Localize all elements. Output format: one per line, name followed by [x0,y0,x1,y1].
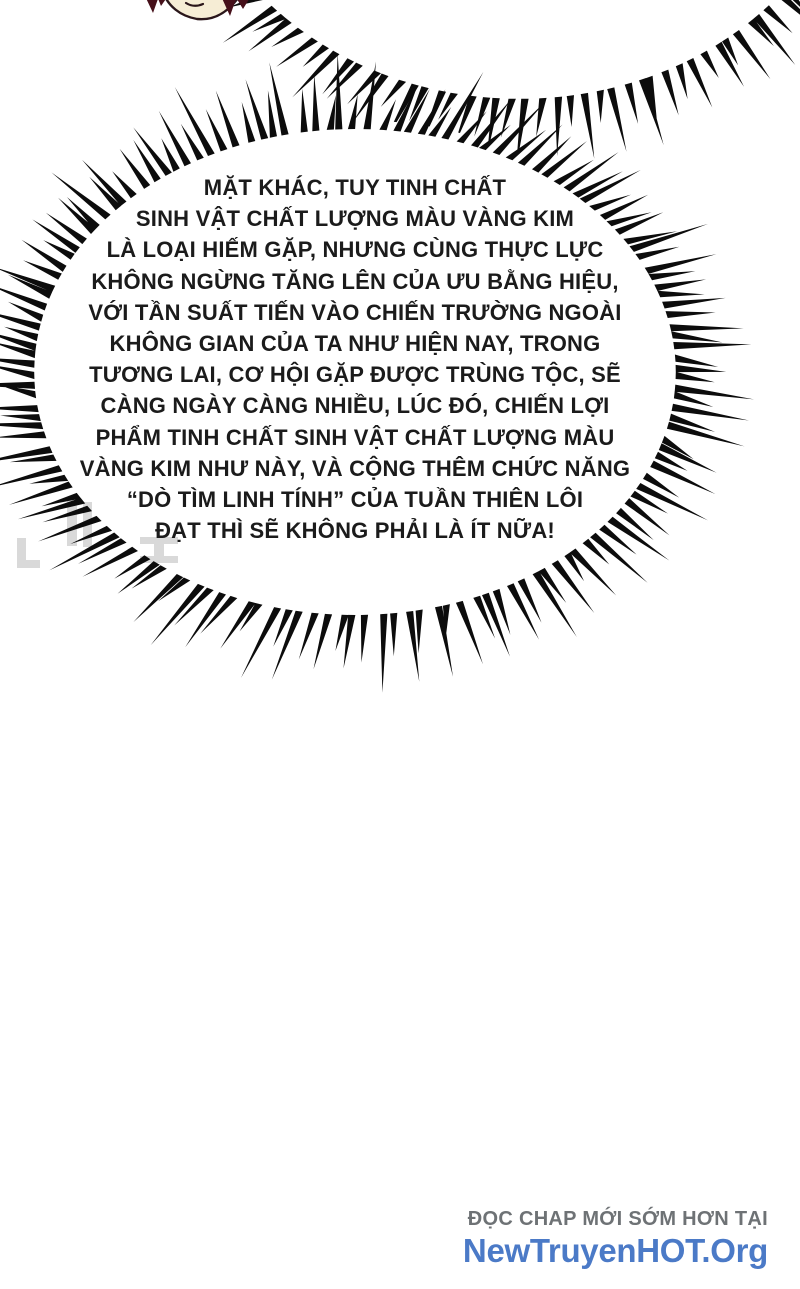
speech-line: TƯƠNG LAI, CƠ HỘI GẶP ĐƯỢC TRÙNG TỘC, SẼ [89,362,621,388]
watermark-site-name: NewTruyenHOT.Org [462,1232,768,1269]
speech-bubble-text [0,172,712,546]
hair-tuft-left [145,0,168,13]
watermark-tagline: ĐỌC CHAP MỚI SỚM HƠN TẠI [467,1208,768,1230]
speech-line: SINH VẬT CHẤT LƯỢNG MÀU VÀNG KIM [135,206,575,232]
speech-line: CÀNG NGÀY CÀNG NHIỀU, LÚC ĐÓ, CHIẾN LỢI [100,393,610,419]
speech-line: VÀNG KIM NHƯ NÀY, VÀ CỘNG THÊM CHỨC NĂNG [79,455,631,481]
speech-line: ĐẠT THÌ SẼ KHÔNG PHẢI LÀ ÍT NỮA! [155,518,555,544]
speech-line: MẶT KHÁC, TUY TINH CHẤT [203,175,507,200]
chibi-face [145,0,251,19]
speech-line: KHÔNG NGỪNG TĂNG LÊN CỦA ƯU BẰNG HIỆU, [91,268,619,294]
speech-line: PHẨM TINH CHẤT SINH VẬT CHẤT LƯỢNG MÀU [95,424,615,450]
speech-line: VỚI TẦN SUẤT TIẾN VÀO CHIẾN TRƯỜNG NGOÀI [88,299,622,325]
speech-line: KHÔNG GIAN CỦA TA NHƯ HIỆN NAY, TRONG [109,331,601,357]
speech-line: LÀ LOẠI HIẾM GẶP, NHƯNG CÙNG THỰC LỰC [106,237,604,263]
speech-line: “DÒ TÌM LINH TÍNH” CỦA TUẦN THIÊN LÔI [126,487,584,513]
site-watermark [463,1208,768,1269]
